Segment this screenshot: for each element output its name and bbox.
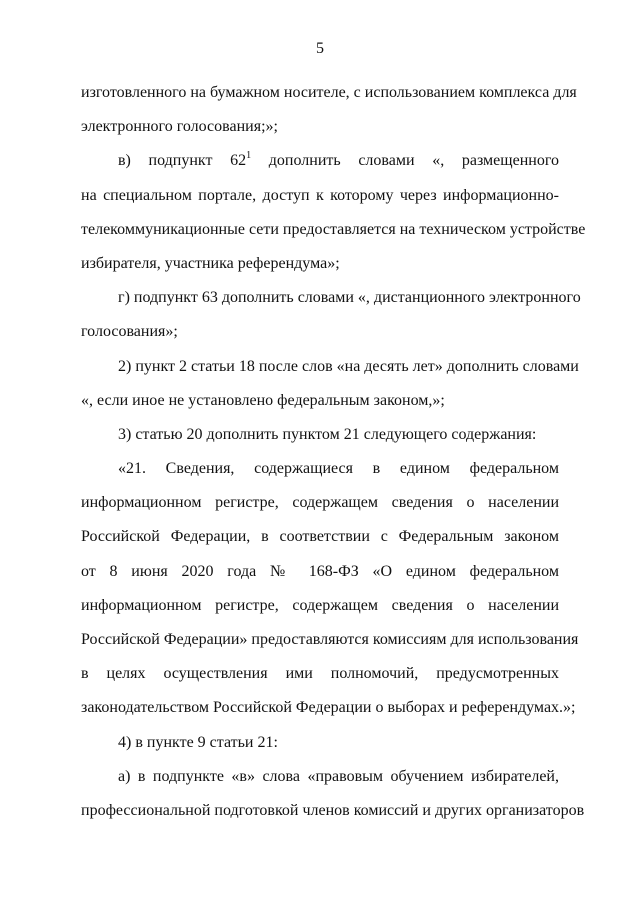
- text-line: 4) в пункте 9 статьи 21:: [118, 733, 278, 751]
- text-line: избирателя, участника референдума»;: [81, 254, 340, 272]
- text-line: изготовленного на бумажном носителе, с использованием комплекса для: [81, 84, 577, 101]
- text-line: электронного голосования;»;: [81, 118, 278, 136]
- text-fragment: в) подпункт 62: [118, 152, 247, 170]
- superscript: 1: [246, 150, 252, 162]
- text-line: 3) статью 20 дополнить пунктом 21 следующего содержания:: [118, 425, 537, 443]
- text-line: на специальном портале, доступ к которому через информационно-: [81, 186, 559, 204]
- text-line: 2) пункт 2 статьи 18 после слов «на десять лет» дополнить словами: [118, 357, 579, 375]
- text-line: «, если иное не установлено федеральным законом,»;: [81, 391, 445, 409]
- text-line: а) в подпункте «в» слова «правовым обучением избирателей,: [118, 767, 559, 785]
- text-line: «21. Сведения, содержащиеся в едином федеральном: [118, 460, 559, 478]
- text-line: информационном регистре, содержащем сведения о населении: [81, 494, 559, 512]
- text-line: информационном регистре, содержащем сведения о населении: [81, 596, 559, 614]
- text-fragment: дополнить словами «, размещенного: [251, 152, 559, 170]
- text-line: Российской Федерации, в соответствии с Федеральным законом: [81, 528, 559, 546]
- document-body: [81, 76, 586, 828]
- text-line: от 8 июня 2020 года № 168-ФЗ «О едином федеральном: [81, 562, 559, 580]
- text-line: Российской Федерации» предоставляются комиссиям для использования: [81, 631, 579, 648]
- text-line: телекоммуникационные сети предоставляется на техническом устройстве: [81, 220, 586, 238]
- text-line: г) подпункт 63 дополнить словами «, дистанционного электронного: [118, 289, 581, 307]
- text-line: профессиональной подготовкой членов комиссий и других организаторов: [81, 801, 585, 819]
- page-number: 5: [316, 40, 324, 57]
- text-line-with-superscript: [81, 144, 559, 178]
- text-line: в целях осуществления ими полномочий, предусмотренных: [81, 665, 559, 683]
- text-line: голосования»;: [81, 323, 178, 341]
- text-line: законодательством Российской Федерации о выборах и референдумах.»;: [81, 699, 576, 717]
